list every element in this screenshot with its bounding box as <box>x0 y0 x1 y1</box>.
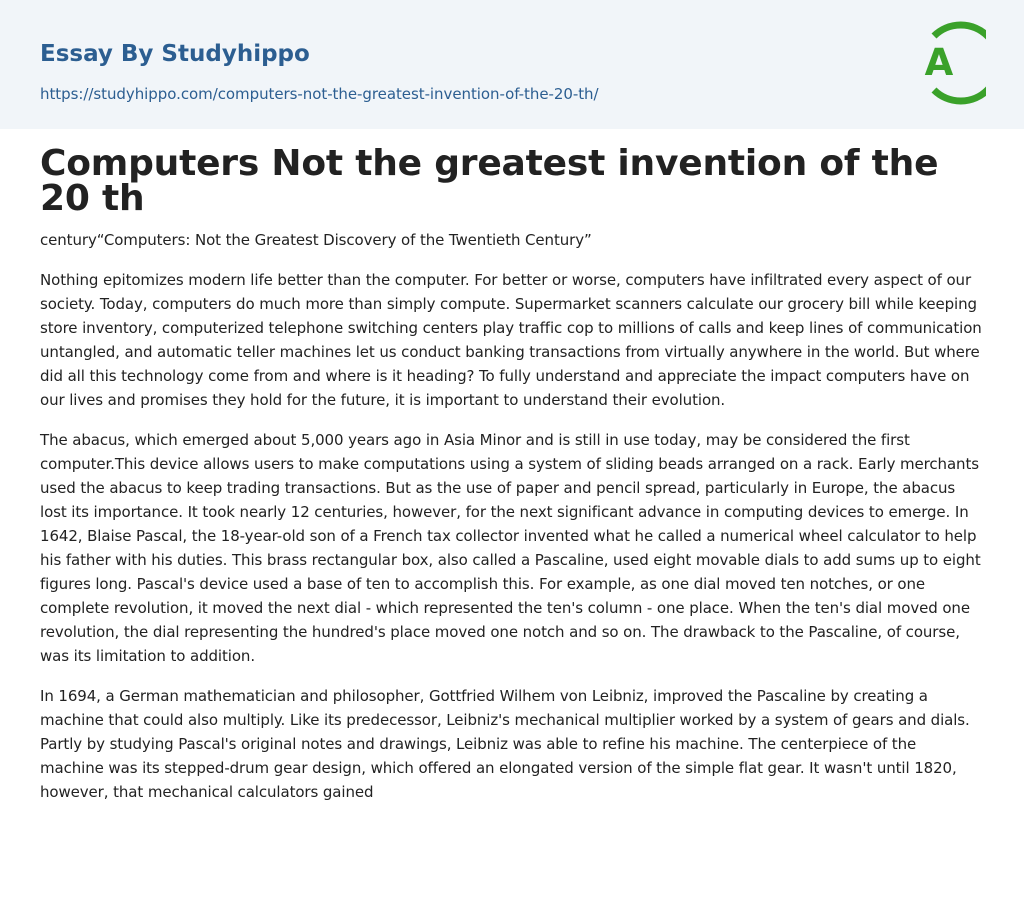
essay-paragraph: Nothing epitomizes modern life better than the computer. For better or worse, computers have infiltrated every aspect of our society. Today, computers do much more than simply compute. Supermarket scanners calculate our grocery bill while keeping store inventory, computerized telephone switching centers play traffic cop to millions of calls and keep lines of communication untangled, and automatic teller machines let us conduct banking transactions from virtually anywhere in the world. But where did all this technology come from and where is it heading? To fully understand and appreciate the impact computers have on our lives and promises they hold for the future, it is important to understand their evolution. <box>40 271 982 409</box>
studyhippo-logo-icon[interactable] <box>912 20 986 106</box>
essay-content <box>40 143 984 804</box>
essay-title: Computers Not the greatest invention of the 20 th <box>40 143 939 219</box>
site-header <box>0 0 1024 129</box>
site-brand[interactable]: Essay By Studyhippo <box>40 41 310 67</box>
essay-subtitle: century“Computers: Not the Greatest Discovery of the Twentieth Century” <box>40 231 592 249</box>
essay-paragraph: The abacus, which emerged about 5,000 years ago in Asia Minor and is still in use today, may be considered the first computer.This device allows users to make computations using a system of sliding beads arranged on a rack. Early merchants used the abacus to keep trading transactions. But as the use of paper and pencil spread, particularly in Europe, the abacus lost its importance. It took nearly 12 centuries, however, for the next significant advance in computing devices to emerge. In 1642, Blaise Pascal, the 18-year-old son of a French tax collector invented what he called a numerical wheel calculator to help his father with his duties. This brass rectangular box, also called a Pascaline, used eight movable dials to add sums up to eight figures long. Pascal's device used a base of ten to accomplish this. For example, as one dial moved ten notches, or one complete revolution, it moved the next dial - which represented the ten's column - one place. When the ten's dial moved one revolution, the dial representing the hundred's place moved one notch and so on. The drawback to the Pascaline, of course, was its limitation to addition. <box>40 431 981 665</box>
page-url-link[interactable]: https://studyhippo.com/computers-not-the-greatest-invention-of-the-20-th/ <box>40 85 599 103</box>
logo-letter: A <box>924 41 954 84</box>
essay-paragraph: In 1694, a German mathematician and philosopher, Gottfried Wilhem von Leibniz, improved the Pascaline by creating a machine that could also multiply. Like its predecessor, Leibniz's mechanical multiplier worked by a system of gears and dials. Partly by studying Pascal's original notes and drawings, Leibniz was able to refine his machine. The centerpiece of the machine was its stepped-drum gear design, which offered an elongated version of the simple flat gear. It wasn't until 1820, however, that mechanical calculators gained <box>40 687 970 801</box>
